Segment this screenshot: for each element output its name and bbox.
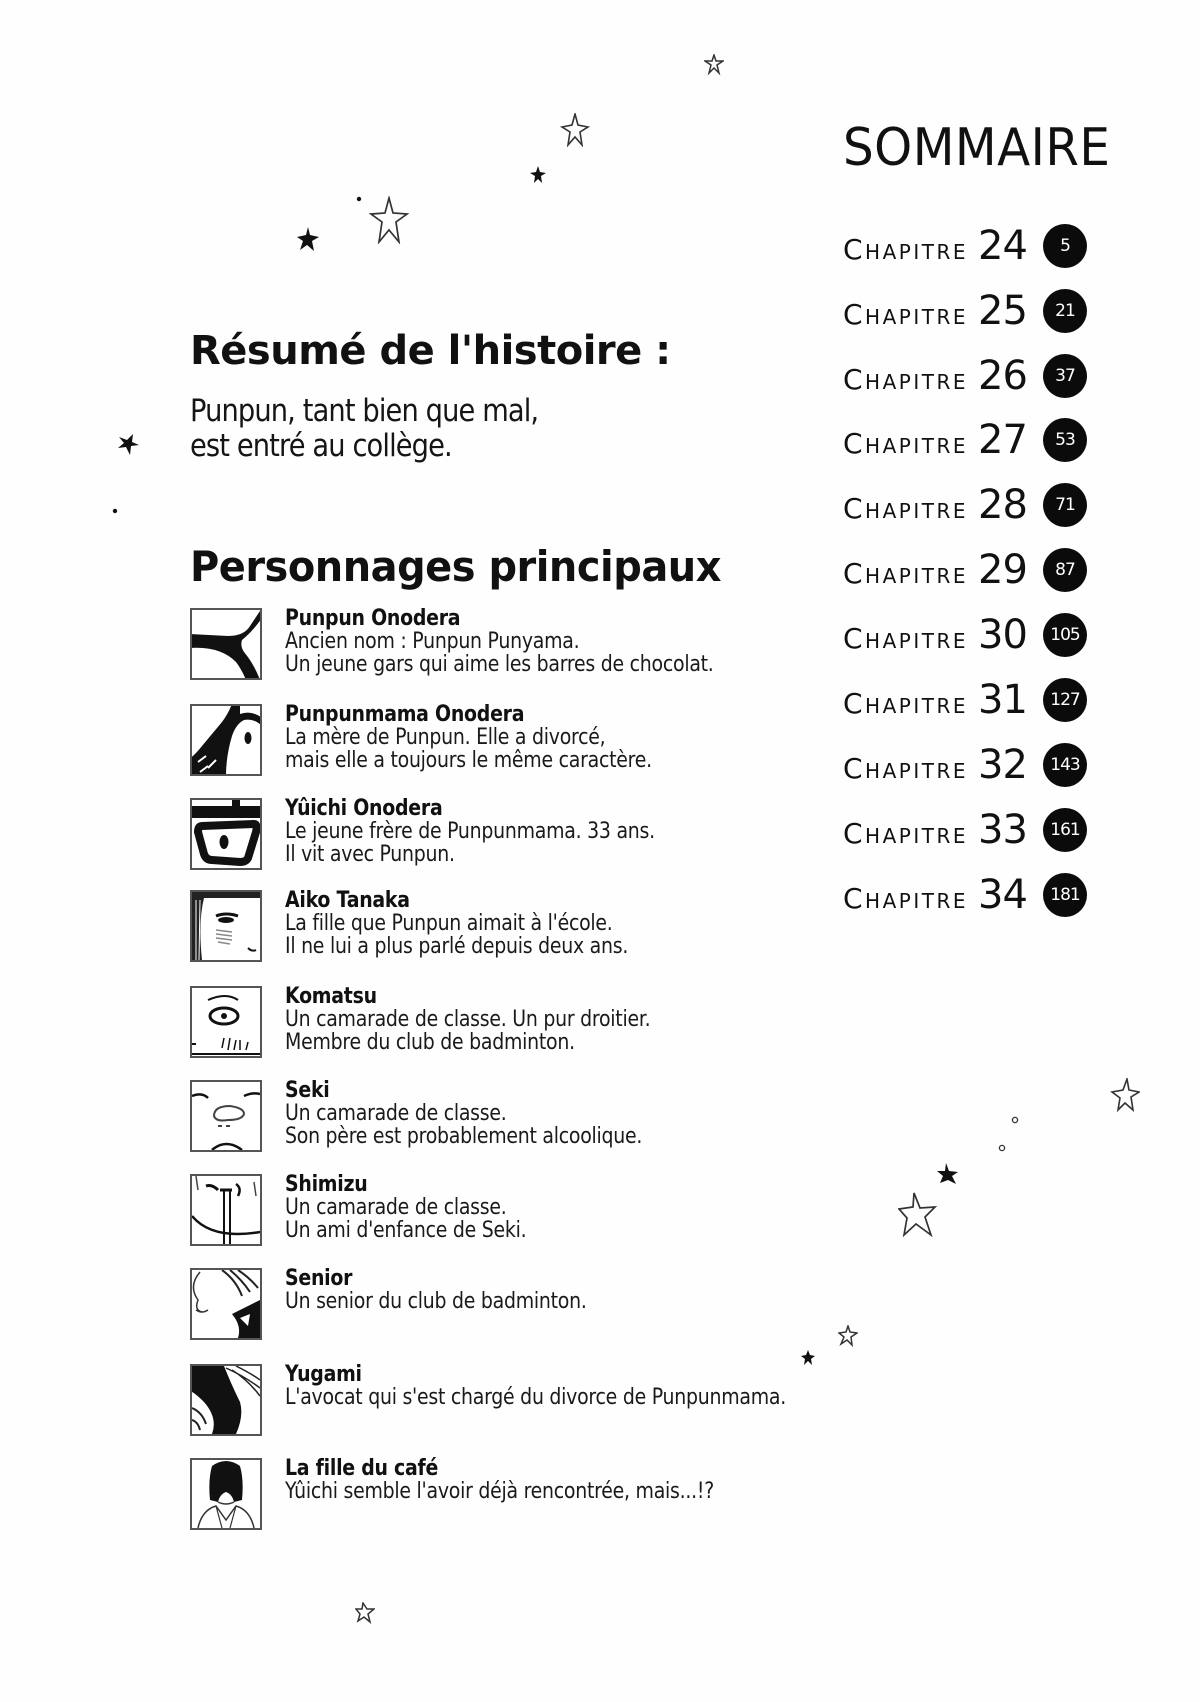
character-description: Il vit avec Punpun. xyxy=(285,842,455,867)
filled-star-icon xyxy=(116,433,140,457)
page-number-badge: 105 xyxy=(1043,613,1087,657)
toc-entry[interactable] xyxy=(843,806,1123,856)
character-description: Yûichi semble l'avoir déjà rencontrée, mais...!? xyxy=(285,1479,715,1504)
character-description: Un camarade de classe. Un pur droitier. xyxy=(285,1007,651,1032)
punpun-bird-portrait-icon xyxy=(190,608,262,680)
summary-heading: Résumé de l'histoire : xyxy=(190,328,671,374)
character-description: Un camarade de classe. xyxy=(285,1101,507,1126)
character-name: Yugami xyxy=(285,1362,362,1387)
chapter-label: Chapitre xyxy=(843,687,968,720)
summary-line: Punpun, tant bien que mal, xyxy=(190,393,539,429)
chapter-number: 34 xyxy=(978,872,1027,918)
chapter-label: Chapitre xyxy=(843,427,968,460)
chapter-number: 30 xyxy=(978,612,1027,658)
chapter-label: Chapitre xyxy=(843,622,968,655)
character-entry xyxy=(190,608,830,682)
toc-entry[interactable] xyxy=(843,741,1123,791)
character-name: Komatsu xyxy=(285,984,377,1009)
page-number-badge: 37 xyxy=(1043,354,1087,398)
page-number-badge: 181 xyxy=(1043,873,1087,917)
punpunmama-bird-portrait-icon xyxy=(190,704,262,776)
character-description: L'avocat qui s'est chargé du divorce de Punpunmama. xyxy=(285,1385,786,1410)
toc-entry[interactable] xyxy=(843,222,1123,272)
character-description: Un senior du club de badminton. xyxy=(285,1289,587,1314)
character-description: Le jeune frère de Punpunmama. 33 ans. xyxy=(285,819,655,844)
toc-entry[interactable] xyxy=(843,287,1123,337)
chapter-label: Chapitre xyxy=(843,363,968,396)
page-number-badge: 87 xyxy=(1043,548,1087,592)
filled-star-icon xyxy=(936,1162,960,1186)
chapter-number: 32 xyxy=(978,742,1027,788)
chapter-label: Chapitre xyxy=(843,298,968,331)
outline-star-icon xyxy=(369,196,409,244)
chapter-number: 29 xyxy=(978,547,1027,593)
toc-entry[interactable] xyxy=(843,611,1123,661)
toc-entry[interactable] xyxy=(843,352,1123,402)
yuichi-bird-portrait-icon xyxy=(190,798,262,870)
character-entry xyxy=(190,890,830,964)
page-number-badge: 143 xyxy=(1043,743,1087,787)
character-entry xyxy=(190,1364,830,1438)
chapter-number: 24 xyxy=(978,223,1027,269)
chapter-number: 33 xyxy=(978,807,1027,853)
chapter-label: Chapitre xyxy=(843,557,968,590)
chapter-number: 26 xyxy=(978,353,1027,399)
character-description: Un jeune gars qui aime les barres de chocolat. xyxy=(285,652,714,677)
chapter-label: Chapitre xyxy=(843,752,968,785)
chapter-number: 25 xyxy=(978,288,1027,334)
page-number-badge: 53 xyxy=(1043,418,1087,462)
character-entry xyxy=(190,1458,830,1532)
outline-star-icon xyxy=(560,113,590,147)
character-description: La fille que Punpun aimait à l'école. xyxy=(285,911,613,936)
character-entry xyxy=(190,986,830,1060)
character-description: Membre du club de badminton. xyxy=(285,1030,575,1055)
toc-entry[interactable] xyxy=(843,546,1123,596)
filled-star-icon xyxy=(529,165,547,185)
chapter-label: Chapitre xyxy=(843,882,968,915)
summary-line: est entré au collège. xyxy=(190,428,452,464)
character-name: Seki xyxy=(285,1078,330,1103)
chapter-label: Chapitre xyxy=(843,492,968,525)
character-description: Son père est probablement alcoolique. xyxy=(285,1124,643,1149)
toc-entry[interactable] xyxy=(843,871,1123,921)
toc-entry[interactable] xyxy=(843,416,1123,466)
ring-dot-icon xyxy=(1011,1116,1019,1124)
outline-star-icon xyxy=(704,54,724,76)
character-description: mais elle a toujours le même caractère. xyxy=(285,748,652,773)
page-number-badge: 21 xyxy=(1043,289,1087,333)
character-description: Ancien nom : Punpun Punyama. xyxy=(285,629,580,654)
character-name: Shimizu xyxy=(285,1172,368,1197)
outline-star-icon xyxy=(898,1191,938,1237)
outline-star-icon xyxy=(838,1325,858,1347)
character-entry xyxy=(190,704,830,778)
filled-star-icon xyxy=(296,226,320,252)
character-entry xyxy=(190,798,830,872)
summary-text xyxy=(190,394,538,464)
cafe-girl-portrait-icon xyxy=(190,1458,262,1530)
character-name: Punpun Onodera xyxy=(285,606,461,631)
character-description: Un camarade de classe. xyxy=(285,1195,507,1220)
outline-star-icon xyxy=(355,1602,375,1624)
chapter-label: Chapitre xyxy=(843,233,968,266)
senior-face-portrait-icon xyxy=(190,1268,262,1340)
seki-face-portrait-icon xyxy=(190,1080,262,1152)
toc-entry[interactable] xyxy=(843,676,1123,726)
character-name: La fille du café xyxy=(285,1456,439,1481)
character-description: La mère de Punpun. Elle a divorcé, xyxy=(285,725,606,750)
chapter-label: Chapitre xyxy=(843,817,968,850)
character-name: Yûichi Onodera xyxy=(285,796,443,821)
character-name: Senior xyxy=(285,1266,353,1291)
page-number-badge: 161 xyxy=(1043,808,1087,852)
character-entry xyxy=(190,1268,830,1342)
page-number-badge: 71 xyxy=(1043,483,1087,527)
character-description: Un ami d'enfance de Seki. xyxy=(285,1218,527,1243)
chapter-number: 28 xyxy=(978,482,1027,528)
character-name: Aiko Tanaka xyxy=(285,888,410,913)
character-entry xyxy=(190,1174,830,1248)
chapter-number: 31 xyxy=(978,677,1027,723)
komatsu-face-portrait-icon xyxy=(190,986,262,1058)
ring-dot-icon xyxy=(998,1144,1006,1152)
toc-heading: SOMMAIRE xyxy=(843,118,1111,178)
page-number-badge: 5 xyxy=(1043,224,1087,268)
outline-star-icon xyxy=(1110,1078,1140,1112)
character-name: Punpunmama Onodera xyxy=(285,702,525,727)
toc-entry[interactable] xyxy=(843,481,1123,531)
page-number-badge: 127 xyxy=(1043,678,1087,722)
character-entry xyxy=(190,1080,830,1154)
shimizu-face-portrait-icon xyxy=(190,1174,262,1246)
dot-icon xyxy=(356,196,362,202)
character-description: Il ne lui a plus parlé depuis deux ans. xyxy=(285,934,629,959)
chapter-number: 27 xyxy=(978,417,1027,463)
aiko-face-portrait-icon xyxy=(190,890,262,962)
characters-heading: Personnages principaux xyxy=(190,542,721,591)
yugami-face-portrait-icon xyxy=(190,1364,262,1436)
dot-icon xyxy=(112,508,118,514)
